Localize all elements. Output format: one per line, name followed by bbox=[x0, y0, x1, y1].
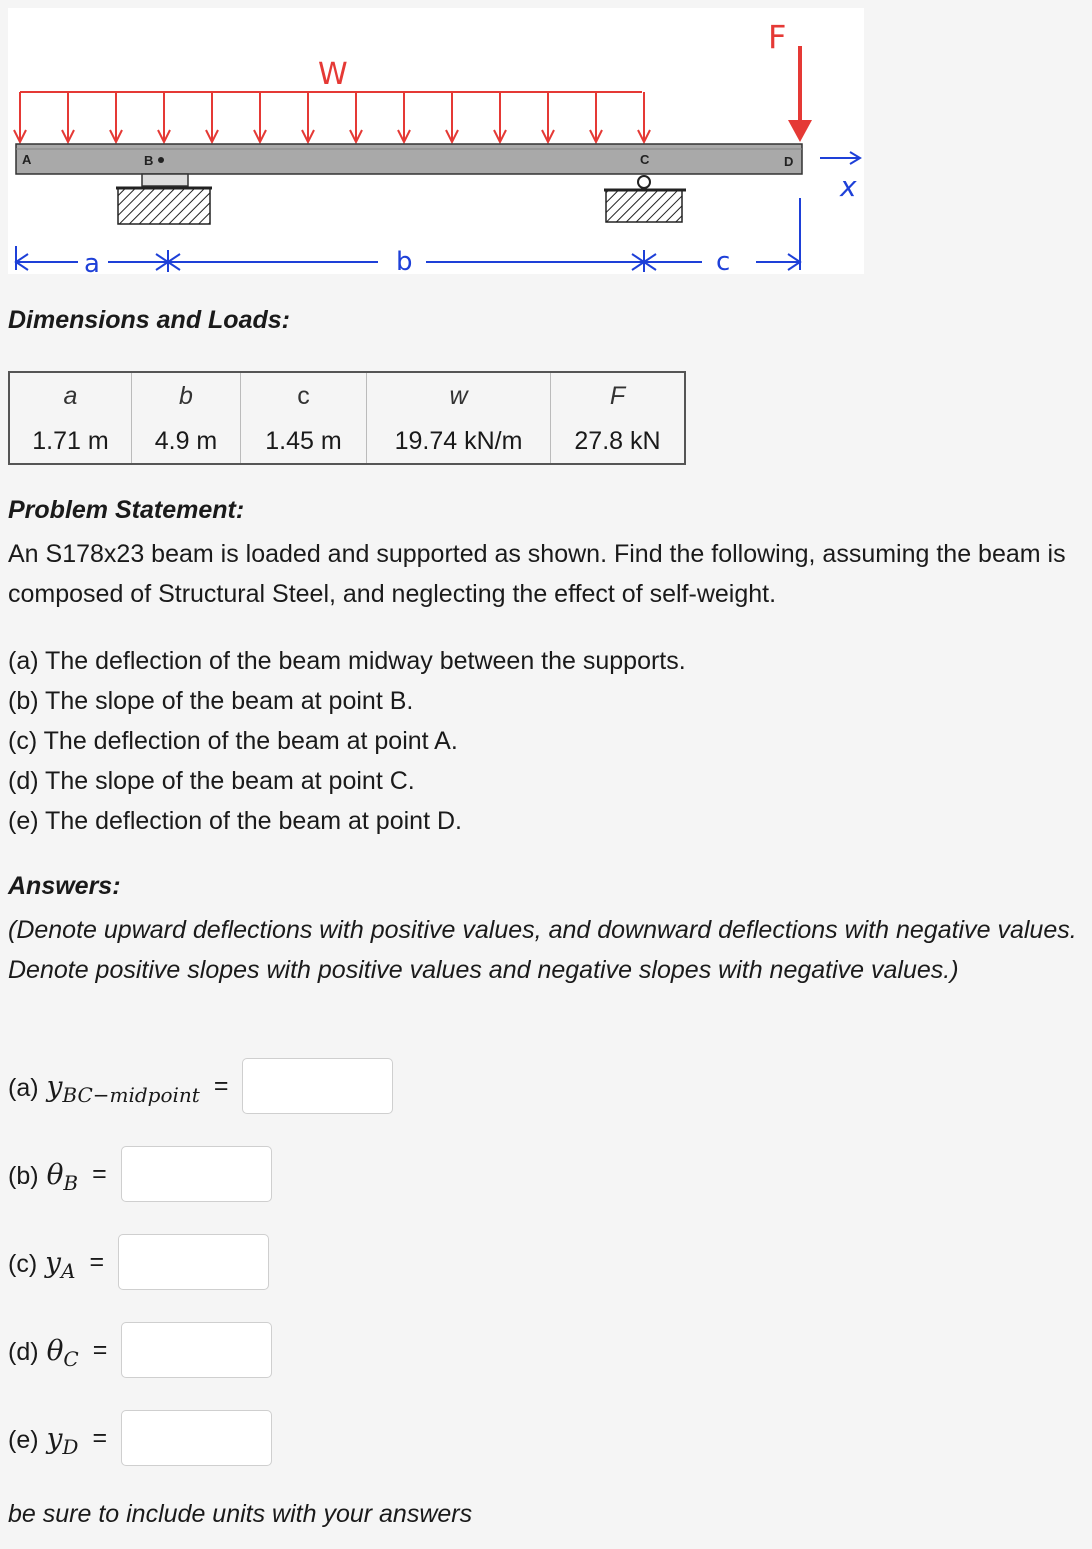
answer-e-subscript: D bbox=[62, 1434, 79, 1459]
answer-a-prefix: (a) bbox=[8, 1073, 39, 1102]
units-reminder: be sure to include units with your answers bbox=[8, 1500, 473, 1528]
answers-heading: Answers: bbox=[8, 872, 121, 900]
part-e: (e) The deflection of the beam at point D. bbox=[8, 807, 462, 835]
header-c: c bbox=[241, 372, 367, 419]
dimensions-heading: Dimensions and Loads: bbox=[8, 306, 290, 334]
load-f-label: F bbox=[768, 18, 787, 56]
answer-row-d bbox=[8, 1321, 272, 1379]
answer-c-prefix: (c) bbox=[8, 1249, 38, 1278]
answers-note: (Denote upward deflections with positive values, and downward deflections with negative values. Denote positive slopes with positive values and negative slopes with negative values.) bbox=[8, 916, 1077, 984]
answer-d-symbol: θ bbox=[46, 1333, 64, 1367]
header-b: b bbox=[132, 372, 241, 419]
answer-row-c bbox=[8, 1233, 269, 1291]
answer-d-input[interactable] bbox=[121, 1322, 272, 1378]
dimensions-value-row bbox=[9, 419, 685, 464]
x-axis-label: x bbox=[840, 170, 857, 203]
point-d-label: D bbox=[784, 154, 794, 169]
value-w: 19.74 kN/m bbox=[367, 419, 551, 464]
answer-e-symbol: y bbox=[46, 1421, 63, 1455]
answer-b-equals: = bbox=[92, 1159, 107, 1188]
answer-d-equals: = bbox=[92, 1335, 108, 1364]
dim-b-label: b bbox=[396, 247, 413, 274]
dimensions-header-row bbox=[9, 372, 685, 419]
header-f: F bbox=[609, 381, 626, 410]
value-a: 1.71 m bbox=[9, 419, 132, 464]
value-f: 27.8 kN bbox=[574, 426, 661, 455]
answer-b-input[interactable] bbox=[121, 1146, 272, 1202]
answer-c-equals: = bbox=[89, 1247, 105, 1276]
dimensions-table bbox=[8, 371, 686, 465]
answer-c-symbol: y bbox=[45, 1245, 61, 1279]
part-d: (d) The slope of the beam at point C. bbox=[8, 767, 415, 795]
answer-b-subscript: B bbox=[63, 1170, 79, 1195]
point-a-label: A bbox=[22, 152, 32, 167]
pin-support-b bbox=[116, 174, 212, 224]
answer-c-input[interactable] bbox=[118, 1234, 269, 1290]
answer-b-prefix: (b) bbox=[8, 1161, 39, 1190]
dim-a-label: a bbox=[84, 249, 100, 274]
answer-e-label bbox=[8, 1421, 79, 1459]
answer-c-subscript: A bbox=[60, 1258, 76, 1283]
point-b-label: B bbox=[144, 153, 154, 168]
answer-row-e bbox=[8, 1409, 272, 1467]
part-c: (c) The deflection of the beam at point A. bbox=[8, 727, 458, 755]
part-b: (b) The slope of the beam at point B. bbox=[8, 687, 414, 715]
header-a: a bbox=[9, 372, 132, 419]
answer-a-equals: = bbox=[213, 1071, 229, 1100]
answer-row-b bbox=[8, 1145, 272, 1203]
answer-d-prefix: (d) bbox=[8, 1337, 39, 1366]
answer-a-symbol: y bbox=[46, 1069, 63, 1103]
problem-heading: Problem Statement: bbox=[8, 496, 245, 524]
point-load-f bbox=[788, 46, 812, 142]
answer-d-label bbox=[8, 1333, 79, 1371]
answer-b-label bbox=[8, 1157, 79, 1195]
beam-diagram-svg bbox=[8, 8, 864, 274]
beam-diagram bbox=[8, 8, 864, 274]
distributed-load bbox=[14, 92, 650, 142]
x-axis-arrow bbox=[820, 152, 860, 164]
answer-e-equals: = bbox=[92, 1423, 108, 1452]
problem-parts-list bbox=[8, 641, 686, 841]
load-w-label: W bbox=[318, 57, 348, 92]
value-b: 4.9 m bbox=[132, 419, 241, 464]
point-c-label: C bbox=[640, 152, 650, 167]
answer-c-label bbox=[8, 1245, 76, 1283]
part-a: (a) The deflection of the beam midway between the supports. bbox=[8, 647, 686, 675]
problem-text: An S178x23 beam is loaded and supported as shown. Find the following, assuming the beam is composed of Structural Steel, and neglecting the effect of self-weight. bbox=[8, 540, 1066, 608]
answer-e-input[interactable] bbox=[121, 1410, 272, 1466]
answer-e-prefix: (e) bbox=[8, 1425, 39, 1454]
answer-a-input[interactable] bbox=[242, 1058, 393, 1114]
answer-a-subscript: BC−midpoint bbox=[62, 1082, 200, 1107]
value-c: 1.45 m bbox=[241, 419, 367, 464]
answer-a-label bbox=[8, 1069, 200, 1107]
answer-d-subscript: C bbox=[63, 1346, 79, 1371]
roller-support-c bbox=[604, 176, 686, 222]
header-w: w bbox=[367, 372, 551, 419]
answer-b-symbol: θ bbox=[46, 1157, 64, 1191]
answer-row-a bbox=[8, 1057, 393, 1115]
dim-c-label: c bbox=[716, 247, 731, 274]
